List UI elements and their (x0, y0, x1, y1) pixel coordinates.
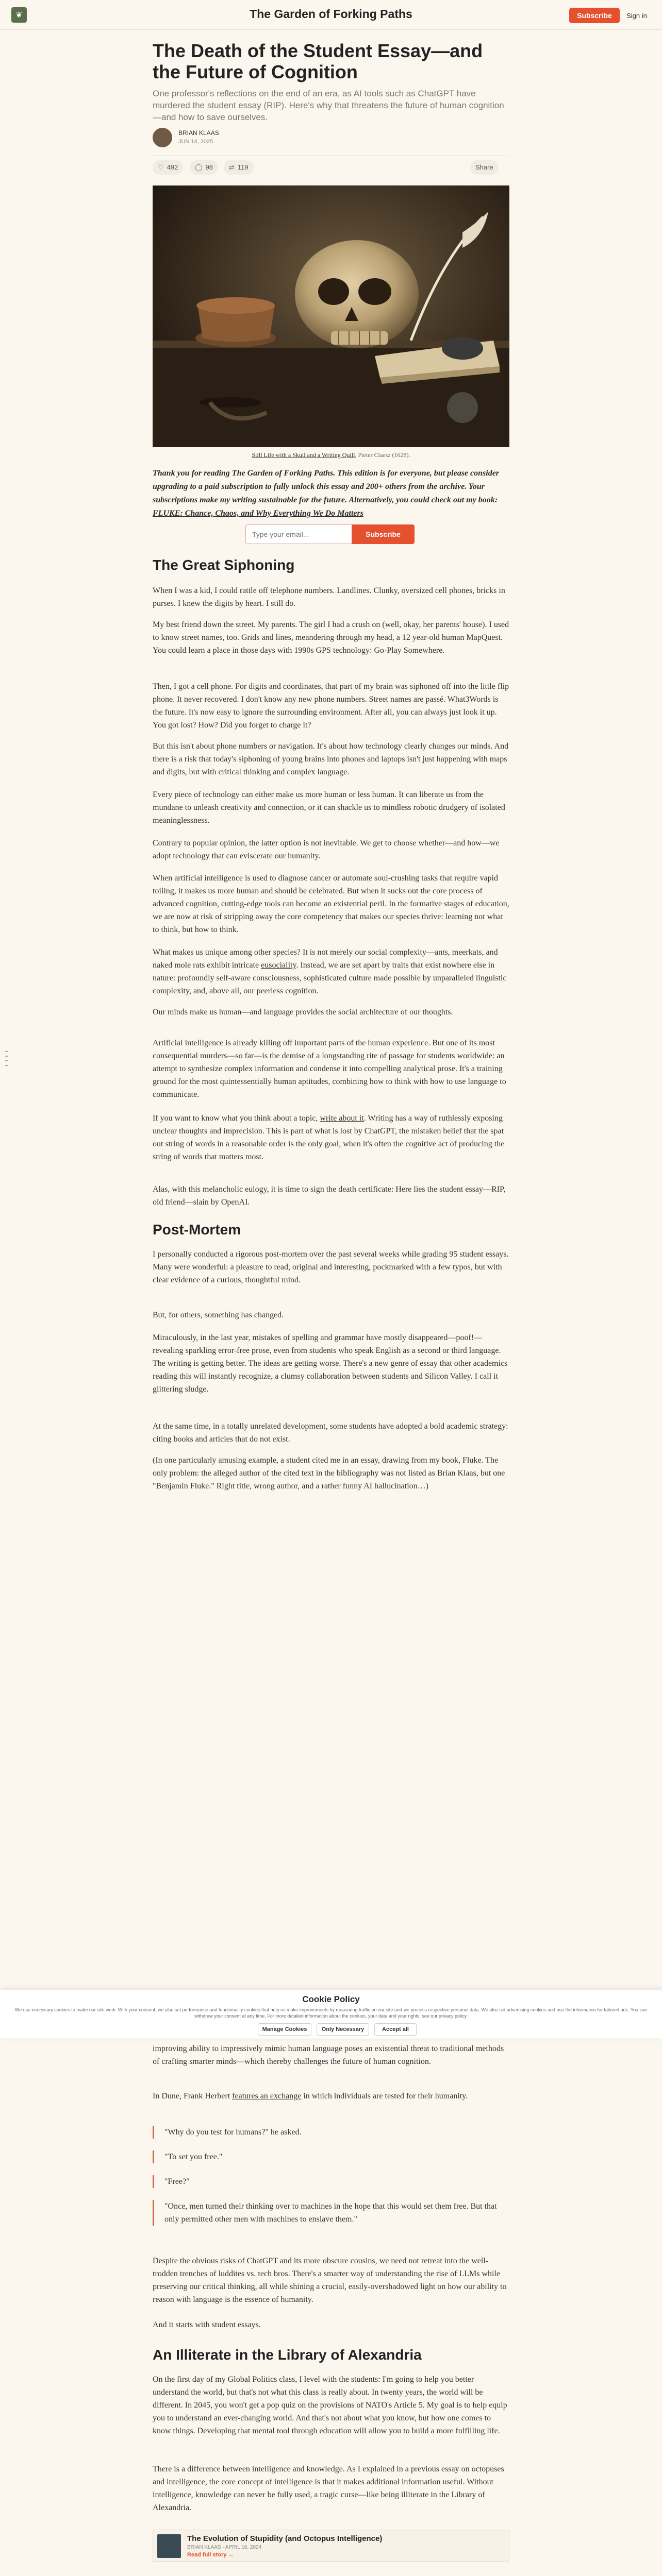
publish-date: JUN 14, 2025 (178, 139, 213, 145)
text-run: If you want to know what you think about a topic, (153, 1114, 320, 1123)
header-subscribe-button[interactable]: Subscribe (569, 8, 620, 23)
body-paragraph: (In one particularly amusing example, a student cited me in an essay, drawing from my book, Fluke. The only problem: the alleged author of the cited text in the bibliography was not listed as Brian Klaas, but one "Benjamin Fluke." Right title, wrong author, and a rather funny AI hallucination…) (153, 1456, 505, 1490)
side-toc-indicator[interactable] (5, 1051, 9, 1070)
eusociality-link[interactable]: eusociality (261, 961, 296, 970)
quote-line: "To set you free." (153, 2150, 509, 2163)
body-paragraph: When artificial intelligence is used to diagnose cancer or automate soul-crushing tasks that require vapid toiling, it makes us more human and should be celebrated. But when it sucks out the core process of advanced cognition, cutting-edge tools can become an existential peril. In the formative stages of education, we are now at risk of stripping away the core competency that makes our species thrive: learning not what to think, but how to think. (153, 874, 509, 934)
comment-button[interactable] (190, 160, 218, 175)
like-count: 492 (167, 163, 178, 171)
restack-count: 119 (237, 163, 249, 171)
read-full-story-link[interactable]: Read full story → (187, 2552, 234, 2558)
author-name[interactable]: BRIAN KLAAS (178, 129, 219, 137)
share-button[interactable]: Share (470, 160, 499, 175)
section-heading: Post-Mortem (153, 1222, 241, 1238)
restack-button[interactable] (224, 160, 254, 175)
body-paragraph: Artificial intelligence is already killing off important parts of the human experience. But one of its most consequential murders—so far—is the demise of a longstanding rite of passage for students worldwide: an attempt to synthesize complex information and condense it into compelling analytical prose. It's a training ground for the most quintessentially human aptitudes, combining how to think with how to use language to communicate. (153, 1039, 506, 1099)
email-subscribe-button[interactable]: Subscribe (352, 524, 415, 544)
section-heading: The Great Siphoning (153, 557, 295, 573)
body-paragraph: I personally conducted a rigorous post-mortem over the past several weeks while grading 95 student essays. Many were wonderful: a pleasure to read, original and interesting, pockmarked with a few typos, but with clear evidence of a curious, thoughtful mind. (153, 1250, 509, 1284)
body-paragraph (153, 2574, 509, 2576)
promo-text: Thank you for reading The Garden of Forking Paths. This edition is for everyone, but please consider upgrading to a paid subscription to fully unlock this essay and 200+ others from the archive. Your subscriptions make my writing sustainable for the future. Alternatively, you could check out my book: (153, 469, 500, 504)
body-paragraph: improving ability to impressively mimic human language poses an existential threat to traditional methods of crafting smarter minds—which thereby challenges the future of human cognition. (153, 2044, 504, 2066)
comment-icon: ◯ (195, 164, 203, 172)
body-paragraph: And it starts with student essays. (153, 2320, 261, 2329)
subscription-promo (153, 467, 509, 520)
quote-line: "Once, men turned their thinking over to machines in the hope that this would set them free. But that only permitted other men with machines to enslave them." (153, 2200, 509, 2226)
body-paragraph: At the same time, in a totally unrelated development, some students have adopted a bold academic strategy: citing books and articles that do not exist. (153, 1422, 508, 1444)
body-paragraph: There is a difference between intelligence and knowledge. As I explained in a previous essay on octopuses and intelligence, the core concept of intelligence is that it makes additional information useful. Without intelligence, knowledge can never be fully used, a tragic curse—like being illiterate in the Library of Alexandria. (153, 2465, 504, 2512)
section-heading: An Illiterate in the Library of Alexandria (153, 2347, 422, 2363)
caption-credit: , Pieter Claesz (1628). (355, 451, 410, 459)
post-actions-bar (153, 156, 509, 179)
body-paragraph: Our minds make us human—and language provides the social architecture of our thoughts. (153, 1008, 453, 1016)
body-paragraph: Miraculously, in the last year, mistakes of spelling and grammar have mostly disappeared—poof!—revealing sparkling error-free prose, even from students who speak English as a second or third language. The writing is getting better. The ideas are getting worse. There's a new genre of essay that other academics reading this will instantly recognize, a clumsy collaboration between students and Silicon Valley. I call it glittering sludge. (153, 1333, 508, 1394)
heart-icon: ♡ (158, 164, 164, 172)
embedded-post-card[interactable] (153, 2530, 509, 2562)
body-paragraph (153, 946, 509, 997)
article-subtitle: One professor's reflections on the end of an era, as AI tools such as ChatGPT have murdered the student essay (RIP). Here's why that threatens the future of human cognition—and how to save ourselves. (153, 89, 504, 122)
body-paragraph (153, 1112, 509, 1163)
comment-count: 98 (205, 163, 213, 171)
author-avatar[interactable] (153, 128, 172, 147)
text-run: . Writing has a way of ruthlessly exposing unclear thoughts and imprecision. This is part of what is lost by ChatGPT, the mistaken belief that the spat out string of words in a reasonable order is the only goal, when it's often the cognitive act of producing the string of words that matters most. (153, 1114, 505, 1161)
features-an-exchange-link[interactable]: features an exchange (232, 2092, 302, 2100)
embed-meta: BRIAN KLAAS · APRIL 16, 2024 (187, 2545, 262, 2550)
body-paragraph: My best friend down the street. My parents. The girl I had a crush on (well, okay, her parents' house). I used to know street names, too. Grids and lines, meandering through my head, a 12 year-old human MapQuest. You could learn a place in those days with 1990s GPS technology: Go-Play Somewhere. (153, 620, 509, 655)
body-paragraph: But, for others, something has changed. (153, 1311, 284, 1319)
only-necessary-button[interactable]: Only Necessary (317, 2023, 369, 2036)
still-life-painting (153, 186, 509, 447)
publication-title[interactable]: The Garden of Forking Paths (250, 7, 412, 21)
email-input[interactable] (245, 524, 352, 544)
text-run: . Instead, we are set apart by traits that exist nowhere else in nature: profoundly self-aware consciousness, sophisticated culture made possible by unparalleled linguistic complexity, and, above all, our peerless cognition. (153, 961, 507, 995)
body-paragraph: On the first day of my Global Politics class, I level with the students: I'm going to help you better understand the world, but that's not what this class is really about. In twenty years, the world will be different. In 2045, you won't get a pop quiz on the provisions of NATO's Article 5. My goal is to help equip you to understand an ever-changing world. And that's not about what you know, but how one comes to know things. Developing that mental tool through education will allow you to build a more fulfilling life. (153, 2375, 507, 2435)
accept-all-button[interactable]: Accept all (374, 2023, 417, 2036)
cookie-banner (0, 1990, 662, 2039)
body-paragraph: Contrary to popular opinion, the latter option is not inevitable. We get to choose whether—and how—we adopt technology that can eviscerate our humanity. (153, 839, 500, 860)
email-signup-form (153, 524, 509, 544)
byline (153, 128, 509, 148)
restack-icon: ⇄ (229, 164, 235, 172)
publication-logo[interactable]: ❦ (11, 7, 27, 23)
body-paragraph: When I was a kid, I could rattle off telephone numbers. Landlines. Clunky, oversized cell phones, bricks in purses. I knew the digits by heart. I still do. (153, 586, 505, 608)
body-paragraph: But this isn't about phone numbers or navigation. It's about how technology clearly changes our minds. And there is a risk that today's siphoning of young brains into phones and laptops isn't just happening with maps and digits, but with critical thinking and complex language. (153, 742, 509, 776)
text-run: in which individuals are tested for their humanity. (301, 2092, 468, 2100)
caption-link[interactable]: Still Life with a Skull and a Writing Quill (252, 451, 355, 459)
sign-in-button[interactable]: Sign in (626, 8, 648, 23)
cookie-title: Cookie Policy (302, 1994, 360, 2004)
manage-cookies-button[interactable]: Manage Cookies (258, 2023, 311, 2036)
book-link[interactable]: FLUKE: Chance, Chaos, and Why Everything We Do Matters (153, 509, 363, 518)
cookie-text: We use necessary cookies to make our site work. With your consent, we also set performance and functionality cookies that help us make improvements by measuring traffic on our site and we process respective personal data. We also set advertising cookies and use the information for tailored ads. You can withdraw your consent at any time. For more detailed information about the cookies, your data and your rights, see our privacy policy. (14, 2007, 648, 2019)
write-about-it-link[interactable]: write about it (320, 1114, 364, 1123)
body-paragraph: Alas, with this melancholic eulogy, it is time to sign the death certificate: Here lies the student essay—RIP, old friend—slain by OpenAI. (153, 1185, 506, 1207)
hero-image[interactable] (153, 185, 509, 447)
body-paragraph: Every piece of technology can either make us more human or less human. It can liberate us from the mundane to unleash creativity and connection, or it can shackle us to mindless robotic drudgery of isolated meaninglessness. (153, 790, 505, 825)
text-run: In Dune, Frank Herbert (153, 2092, 233, 2100)
text-run: What makes us unique among other species? It is not merely our social complexity—ants, meerkats, and naked mole rats exhibit intricate (153, 948, 498, 970)
hero-caption (153, 451, 509, 459)
quote-line: "Free?" (153, 2175, 509, 2188)
body-paragraph: Then, I got a cell phone. For digits and coordinates, that part of my brain was siphoned off into the little flip phone. It never recovered. I don't know any new phone numbers. Street names are passé. What3Words is the future. It's now easy to ignore the surrounding environment. After all, you can always just look it up. You got lost? How? Did you forget to charge it? (153, 682, 509, 730)
body-paragraph: Despite the obvious risks of ChatGPT and its more obscure cousins, we need not retreat into the well-trodden trenches of luddites vs. tech bros. There's a smarter way of understanding the rise of LLMs while preserving our critical thinking, all while shining a crucial, easily-overshadowed light on how our ability to reason with language is the essence of humanity. (153, 2257, 507, 2304)
top-bar (0, 0, 662, 30)
body-paragraph (153, 2090, 509, 2103)
article-title: The Death of the Student Essay—and the Future of Cognition (153, 40, 483, 82)
embed-title[interactable]: The Evolution of Stupidity (and Octopus Intelligence) (187, 2534, 383, 2543)
embed-thumbnail (157, 2534, 181, 2558)
quote-line: "Why do you test for humans?" he asked. (153, 2126, 509, 2139)
like-button[interactable] (153, 160, 183, 175)
